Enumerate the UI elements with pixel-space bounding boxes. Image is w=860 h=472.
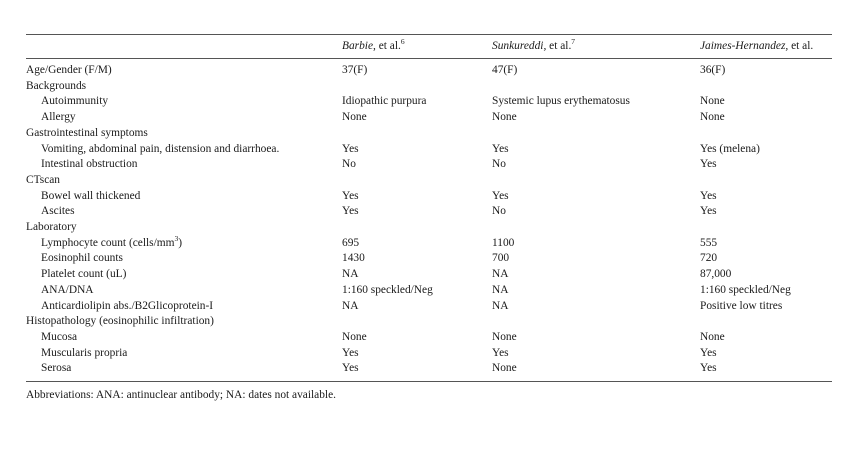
row-label (26, 110, 342, 126)
cell-jaimes-hernandez (700, 220, 832, 236)
row-label-text: Autoimmunity (41, 95, 109, 108)
row-label-text: Bowel wall thickened (41, 189, 141, 202)
cell-sunkureddi: Yes (492, 346, 509, 359)
row-label-text: CTscan (26, 173, 60, 186)
cell-jaimes-hernandez: 720 (700, 252, 718, 265)
table-body (26, 59, 832, 382)
row-label (26, 299, 342, 315)
cell-sunkureddi: Yes (492, 142, 509, 155)
cell-jaimes-hernandez: Yes (700, 189, 717, 202)
cell-sunkureddi (492, 220, 700, 236)
cell-barbie: 1:160 speckled/Neg (342, 283, 433, 296)
table-row (26, 299, 832, 315)
cell-jaimes-hernandez: None (700, 95, 725, 108)
table-row (26, 251, 832, 267)
row-label (26, 361, 342, 381)
table-row (26, 330, 832, 346)
document-page (26, 34, 832, 401)
cell-barbie (342, 173, 492, 189)
table-row (26, 236, 832, 252)
cell-sunkureddi: 1100 (492, 236, 515, 249)
table-row (26, 361, 832, 381)
cell-sunkureddi: None (492, 330, 517, 343)
table-row (26, 110, 832, 126)
row-label-text: Ascites (41, 205, 75, 218)
row-label-text: Laboratory (26, 221, 77, 234)
table-row (26, 267, 832, 283)
table-row (26, 157, 832, 173)
row-label (26, 233, 342, 252)
comparison-table (26, 34, 832, 382)
cell-sunkureddi: No (492, 158, 506, 171)
header-author: Jaimes-Hernandez, (700, 40, 789, 52)
header-suffix: et al. (375, 40, 401, 52)
header-ref: 6 (400, 37, 405, 47)
cell-barbie: Yes (342, 189, 359, 202)
row-label-tail: ) (178, 236, 183, 249)
table-row (26, 283, 832, 299)
table-row (26, 173, 832, 189)
cell-barbie (342, 314, 492, 330)
table-footnote: Abbreviations: ANA: antinuclear antibody; NA: dates not available. (26, 389, 336, 402)
header-author: Barbie, (342, 40, 376, 52)
row-label (26, 314, 342, 330)
table-row (26, 189, 832, 205)
table-row (26, 204, 832, 220)
cell-jaimes-hernandez: 555 (700, 236, 718, 249)
cell-sunkureddi: None (492, 361, 700, 381)
cell-sunkureddi (492, 314, 700, 330)
row-label (26, 189, 342, 205)
cell-jaimes-hernandez: Yes (melena) (700, 142, 760, 155)
cell-jaimes-hernandez: Positive low titres (700, 299, 783, 312)
cell-sunkureddi: NA (492, 268, 509, 281)
cell-jaimes-hernandez (700, 79, 832, 95)
cell-sunkureddi: NA (492, 283, 509, 296)
table-row (26, 346, 832, 362)
cell-sunkureddi: 47(F) (492, 64, 518, 76)
cell-sunkureddi: No (492, 205, 506, 218)
cell-sunkureddi: NA (492, 299, 509, 312)
cell-sunkureddi: 700 (492, 252, 510, 265)
cell-barbie: 1430 (342, 252, 365, 265)
table-row (26, 314, 832, 330)
row-label (26, 267, 342, 283)
cell-barbie: 695 (342, 236, 360, 249)
cell-barbie: No (342, 158, 356, 171)
row-label-text: Vomiting, abdominal pain, distension and diarrhoea. (41, 142, 280, 155)
table-row (26, 59, 832, 79)
header-jaimes-hernandez (700, 35, 832, 59)
table-row (26, 79, 832, 95)
cell-barbie: None (342, 111, 367, 124)
header-barbie (342, 35, 492, 59)
cell-barbie: Yes (342, 361, 492, 381)
header-suffix: et al. (788, 40, 814, 52)
row-label (26, 330, 342, 346)
header-ref: 7 (571, 37, 576, 47)
cell-jaimes-hernandez (700, 314, 832, 330)
row-label-text: Backgrounds (26, 79, 87, 92)
row-label-text: Intestinal obstruction (41, 158, 138, 171)
cell-jaimes-hernandez: None (700, 330, 725, 343)
cell-jaimes-hernandez: Yes (700, 361, 832, 381)
table-row (26, 94, 832, 110)
row-label (26, 204, 342, 220)
table-row (26, 126, 832, 142)
cell-barbie: NA (342, 268, 359, 281)
row-label-superscript: 3 (174, 233, 179, 243)
row-label-text: Eosinophil counts (41, 252, 123, 265)
cell-jaimes-hernandez (700, 173, 832, 189)
row-label (26, 79, 342, 95)
header-characteristic (26, 35, 342, 59)
cell-jaimes-hernandez: None (700, 111, 725, 124)
row-label-text: ANA/DNA (41, 283, 94, 296)
cell-jaimes-hernandez: Yes (700, 158, 717, 171)
cell-barbie: None (342, 330, 367, 343)
cell-sunkureddi (492, 79, 700, 95)
row-label-text: Muscularis propria (41, 346, 128, 359)
row-label-text: Mucosa (41, 330, 78, 343)
cell-barbie: NA (342, 299, 359, 312)
cell-jaimes-hernandez: Yes (700, 205, 717, 218)
cell-sunkureddi (492, 126, 700, 142)
row-label (26, 59, 342, 79)
cell-barbie (342, 220, 492, 236)
cell-barbie (342, 79, 492, 95)
row-label (26, 94, 342, 110)
row-label-text: Serosa (41, 362, 72, 375)
cell-barbie (342, 126, 492, 142)
row-label (26, 142, 342, 158)
table-row (26, 142, 832, 158)
row-label-text: Gastrointestinal symptoms (26, 126, 148, 139)
cell-barbie: Yes (342, 142, 359, 155)
table-header-row (26, 35, 832, 59)
row-label (26, 157, 342, 173)
row-label-text: Histopathology (eosinophilic infiltration) (26, 315, 214, 328)
cell-jaimes-hernandez: 1:160 speckled/Neg (700, 283, 791, 296)
cell-sunkureddi: Systemic lupus erythematosus (492, 95, 630, 108)
cell-jaimes-hernandez: Yes (700, 346, 717, 359)
row-label-text: Lymphocyte count (cells/mm (41, 236, 175, 249)
row-label (26, 126, 342, 142)
cell-sunkureddi: Yes (492, 189, 509, 202)
cell-jaimes-hernandez: 36(F) (700, 64, 726, 76)
row-label (26, 220, 342, 236)
row-label (26, 283, 342, 299)
table-row (26, 220, 832, 236)
row-label-text: Age/Gender (F/M) (26, 64, 112, 76)
row-label (26, 346, 342, 362)
cell-barbie: Idiopathic purpura (342, 95, 427, 108)
row-label-text: Anticardiolipin abs./B2Glicoprotein-I (41, 299, 214, 312)
cell-barbie: 37(F) (342, 64, 368, 76)
cell-barbie: Yes (342, 346, 359, 359)
cell-jaimes-hernandez (700, 126, 832, 142)
cell-sunkureddi: None (492, 111, 517, 124)
header-suffix: et al. (546, 40, 572, 52)
cell-barbie: Yes (342, 205, 359, 218)
cell-jaimes-hernandez: 87,000 (700, 268, 732, 281)
cell-sunkureddi (492, 173, 700, 189)
row-label (26, 173, 342, 189)
header-sunkureddi (492, 35, 700, 59)
row-label-text: Platelet count (uL) (41, 268, 127, 281)
row-label (26, 251, 342, 267)
row-label-text: Allergy (41, 111, 76, 124)
header-author: Sunkureddi, (492, 40, 547, 52)
